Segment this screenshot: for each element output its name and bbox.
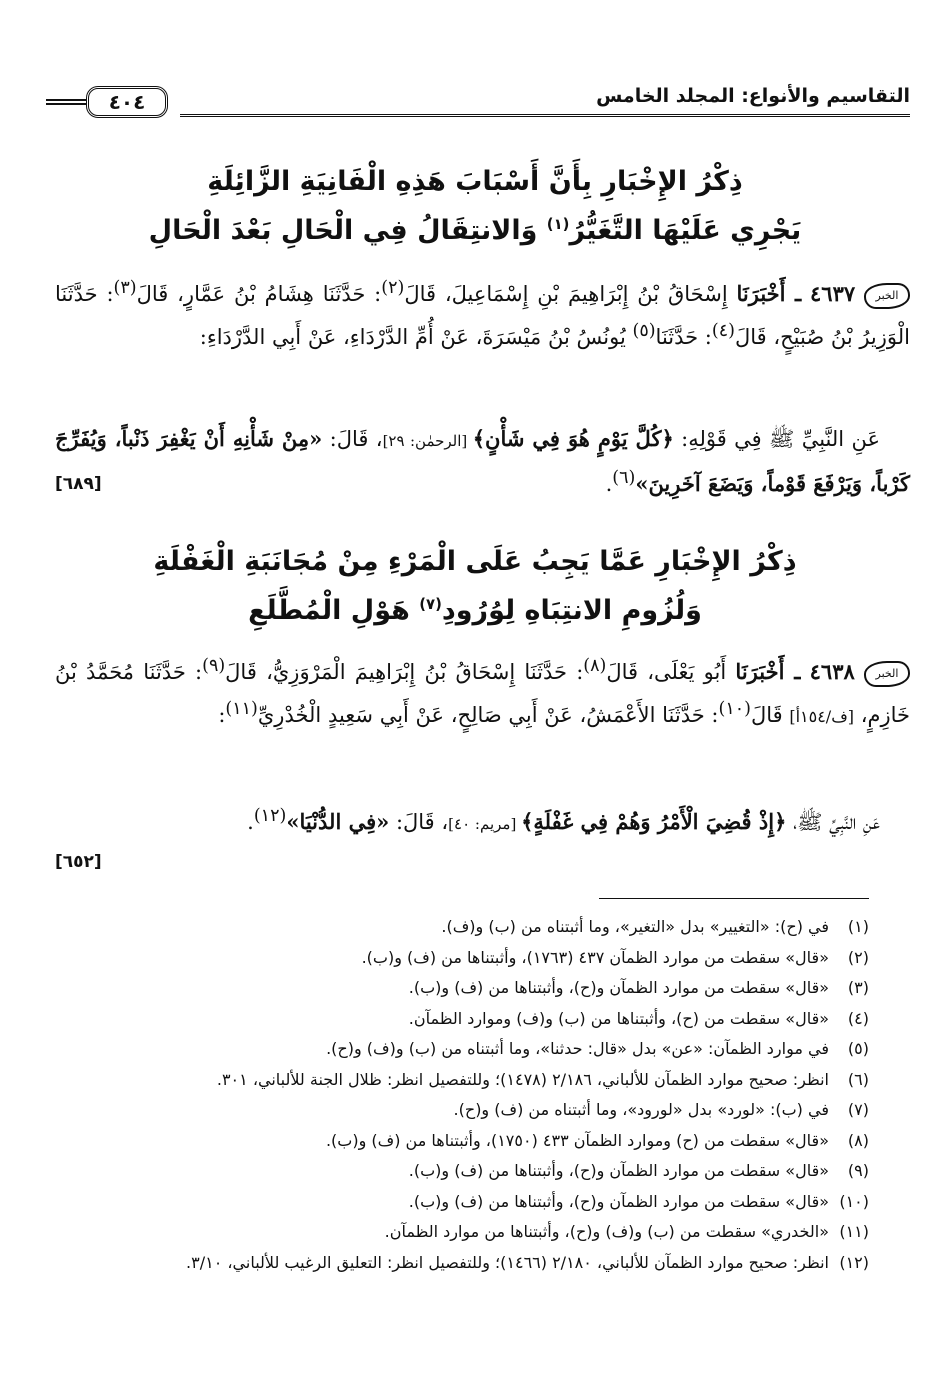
akhbarana: ـ أَخْبَرَنَا xyxy=(736,281,802,306)
section-heading-1 xyxy=(40,160,910,252)
hadith-number: ٤٦٣٧ xyxy=(810,281,856,306)
footnote-text: «قال» سقطت من موارد الظمآن و(ح)، وأثبتناها من (ف) و(ب). xyxy=(408,1191,829,1211)
footnote-text: انظر: صحيح موارد الظمآن للألباني، ٢/١٨٦ (١٤٧٨)؛ وللتفصيل انظر: ظلال الجنة للألباني، ٣٠١. xyxy=(216,1069,829,1089)
footnote-text: «قال» سقطت من موارد الظمآن و(ح)، وأثبتناها من (ف) و(ب). xyxy=(408,1161,829,1180)
isnad-text: : حَدَّثَنَا الْوَزِيرُ بْنُ صُبَيْحٍ، قَالَ xyxy=(55,282,910,349)
footnote-text: في (ح): «التغيير» بدل «التغير»، وما أثبتناه من (ب) و(ف). xyxy=(441,917,829,936)
heading-text: وَلُزُومِ الانتِبَاهِ لِوُرُودِ xyxy=(441,595,702,626)
page-number: ٤٠٤ xyxy=(86,86,168,118)
header-rule xyxy=(180,114,910,117)
page-number-frame xyxy=(40,86,168,118)
footnote-marker: (٤) xyxy=(711,321,735,341)
footnote-item xyxy=(55,1065,869,1096)
footnote-marker: (٥) xyxy=(632,321,656,341)
footnote-number: (١٢) xyxy=(839,1252,869,1272)
quran-reference: [الرحمٰن: ٢٩] xyxy=(382,432,473,450)
matn-text: عَنِ النَّبِيِّ ﷺ فِي قَوْلِهِ: xyxy=(673,427,880,451)
footnote-text: «قال» سقطت من موارد الظمآن ٤٣٧ (١٧٦٣)، وأثبتناها من (ف) و(ب). xyxy=(361,947,829,967)
isnad-text: : حَدَّثَنَا الأَعْمَشُ، عَنْ أَبِي صَالِحٍ، عَنْ أَبِي سَعِيدٍ الْخُدْرِيِّ xyxy=(257,703,719,727)
footnote-number: (١) xyxy=(847,917,869,936)
footnote-text: «الخدري» سقطت من (ب) و(ف) و(ح)، وأثبتناها من موارد الظمآن. xyxy=(384,1222,829,1241)
footnote-marker: (٨) xyxy=(583,656,607,676)
footnote-item xyxy=(55,1126,869,1157)
footnote-item xyxy=(55,1095,869,1126)
hadith-number: ٤٦٣٨ xyxy=(809,659,855,684)
footnote-item xyxy=(55,943,869,974)
heading-text: يَجْرِي عَلَيْهَا التَّغَيُّرُ xyxy=(569,215,802,246)
footnote-marker: (١) xyxy=(546,215,570,233)
prophetic-saying: «مِنْ شَأْنِهِ أَنْ يَغْفِرَ ذَنْباً، وَيُفَرِّجَ كَرْباً، وَيَرْفَعَ قَوْماً، وَيَضَعَ آخَرِينَ» xyxy=(55,426,910,496)
isnad-text: أَبُو يَعْلَى، قَالَ xyxy=(606,660,736,684)
footnote-marker: (١٠) xyxy=(718,699,751,719)
matn-text: ، قَالَ: xyxy=(389,810,449,834)
page-header xyxy=(40,82,910,122)
footnote-marker: (٣) xyxy=(113,278,137,298)
footnote-number: (٧) xyxy=(847,1100,869,1119)
isnad-text: يُونُسُ بْنُ مَيْسَرَةَ، عَنْ أُمِّ الدَّرْدَاءِ، عَنْ أَبِي الدَّرْدَاءِ: xyxy=(199,325,633,349)
section-heading-2 xyxy=(40,540,910,632)
footnote-marker: (٧) xyxy=(419,595,442,613)
footnote-number: (٥) xyxy=(847,1039,869,1058)
khabar-badge-icon: الخبر xyxy=(864,661,910,687)
prophetic-saying: «فِي الدُّنْيَا» xyxy=(286,809,390,834)
footnote-marker: (٢) xyxy=(381,278,405,298)
footnotes xyxy=(55,912,869,1278)
footnote-text: في (ب): «لورد» بدل «لورود»، وما أثبتناه من (ف) و(ح). xyxy=(453,1100,829,1119)
hadith-4637-reference: [٦٨٩] xyxy=(55,474,102,494)
section-heading-1-line-2 xyxy=(40,203,910,252)
footnote-number: (٩) xyxy=(847,1161,869,1180)
matn-text: . xyxy=(605,472,613,496)
footnote-item xyxy=(55,1156,869,1187)
footnote-number: (٤) xyxy=(847,1008,869,1028)
footnote-number: (١٠) xyxy=(839,1191,869,1211)
footnote-separator xyxy=(599,898,869,899)
hadith-4637-matn xyxy=(55,420,910,503)
footnote-marker: (٩) xyxy=(202,656,226,676)
footnote-number: (٨) xyxy=(847,1130,869,1150)
hadith-4638-reference: [٦٥٢] xyxy=(55,852,102,872)
quran-reference: [مريم: ٤٠] xyxy=(448,815,522,833)
footnote-number: (٦) xyxy=(847,1069,869,1089)
heading-text: وَالانتِقَالُ فِي الْحَالِ بَعْدَ الْحَالِ xyxy=(148,215,547,246)
section-heading-2-line-2 xyxy=(40,583,910,632)
footnote-text: في موارد الظمآن: «عن» بدل «قال: حدثنا»، وما أثبتناه من (ب) و(ف) و(ح). xyxy=(326,1039,829,1058)
matn-text: عَنِ النَّبِيِّ ﷺ، xyxy=(786,810,880,834)
footnote-number: (٢) xyxy=(847,947,869,967)
isnad-text: : حَدَّثَنَا xyxy=(655,325,712,349)
page-number-ornament xyxy=(46,99,86,105)
footnote-number: (١١) xyxy=(839,1222,869,1241)
section-heading-1-line-1: ذِكْرُ الإِخْبَارِ بِأَنَّ أَسْبَابَ هَذِهِ الْفَانِيَةِ الزَّائِلَةِ xyxy=(207,166,743,197)
hadith-4638-matn xyxy=(55,798,910,843)
folio-marker: [ف/١٥٤أ] xyxy=(789,707,855,726)
isnad-text: : حَدَّثَنَا هِشَامُ بْنُ عَمَّارٍ، قَالَ xyxy=(136,282,382,306)
footnote-item xyxy=(55,973,869,1004)
isnad-text: : xyxy=(218,703,226,727)
isnad-text: قَالَ xyxy=(750,703,790,727)
footnote-item xyxy=(55,1248,869,1279)
isnad-text: إِسْحَاقُ بْنُ إِبْرَاهِيمَ بْنِ إِسْمَاعِيلَ، قَالَ xyxy=(404,282,737,306)
isnad-text: : حَدَّثَنَا مُحَمَّدُ بْنُ خَازِمٍ، xyxy=(55,660,910,727)
footnote-marker: (٦) xyxy=(612,468,636,488)
khabar-badge-icon: الخبر xyxy=(864,283,910,309)
isnad-text: : حَدَّثَنَا إِسْحَاقُ بْنُ إِبْرَاهِيمَ الْمَرْوَزِيُّ، قَالَ xyxy=(225,660,584,684)
hadith-4637-isnad xyxy=(55,270,910,356)
footnote-text: «قال» سقطت من (ح) وموارد الظمآن ٤٣٣ (١٧٥٠)، وأثبتناها من (ف) و(ب). xyxy=(325,1130,829,1150)
footnote-item xyxy=(55,1004,869,1035)
footnote-text: انظر: صحيح موارد الظمآن للألباني، ٢/١٨٠ (١٤٦٦)؛ وللتفصيل انظر: التعليق الرغيب للألباني، ٣/١٠. xyxy=(186,1252,829,1272)
quran-verse: ﴿كُلَّ يَوْمٍ هُوَ فِي شَأْنٍ﴾ xyxy=(472,426,674,451)
footnote-item xyxy=(55,1217,869,1248)
footnote-item xyxy=(55,1034,869,1065)
matn-text: ، قَالَ: xyxy=(322,427,383,451)
footnote-text: «قال» سقطت من (ح)، وأثبتناها من (ب) و(ف) وموارد الظمآن. xyxy=(408,1008,829,1028)
footnote-item xyxy=(55,912,869,943)
heading-text: هَوْلِ الْمُطَّلَعِ xyxy=(248,595,420,626)
footnote-marker: (١٢) xyxy=(253,806,287,826)
footnote-marker: (١١) xyxy=(225,699,258,719)
matn-text: . xyxy=(247,810,254,834)
footnote-item xyxy=(55,1187,869,1218)
footnote-text: «قال» سقطت من موارد الظمآن و(ح)، وأثبتناها من (ف) و(ب). xyxy=(408,978,829,997)
quran-verse: ﴿إِذْ قُضِيَ الْأَمْرُ وَهُمْ فِي غَفْلَةٍ﴾ xyxy=(521,809,787,834)
hadith-4638-isnad xyxy=(55,648,910,735)
akhbarana: ـ أَخْبَرَنَا xyxy=(735,659,801,684)
section-heading-2-line-1: ذِكْرُ الإِخْبَارِ عَمَّا يَجِبُ عَلَى الْمَرْءِ مِنْ مُجَانَبَةِ الْغَفْلَةِ xyxy=(153,546,797,577)
footnote-number: (٣) xyxy=(847,978,869,997)
running-title: التقاسيم والأنواع: المجلد الخامس xyxy=(596,85,910,107)
